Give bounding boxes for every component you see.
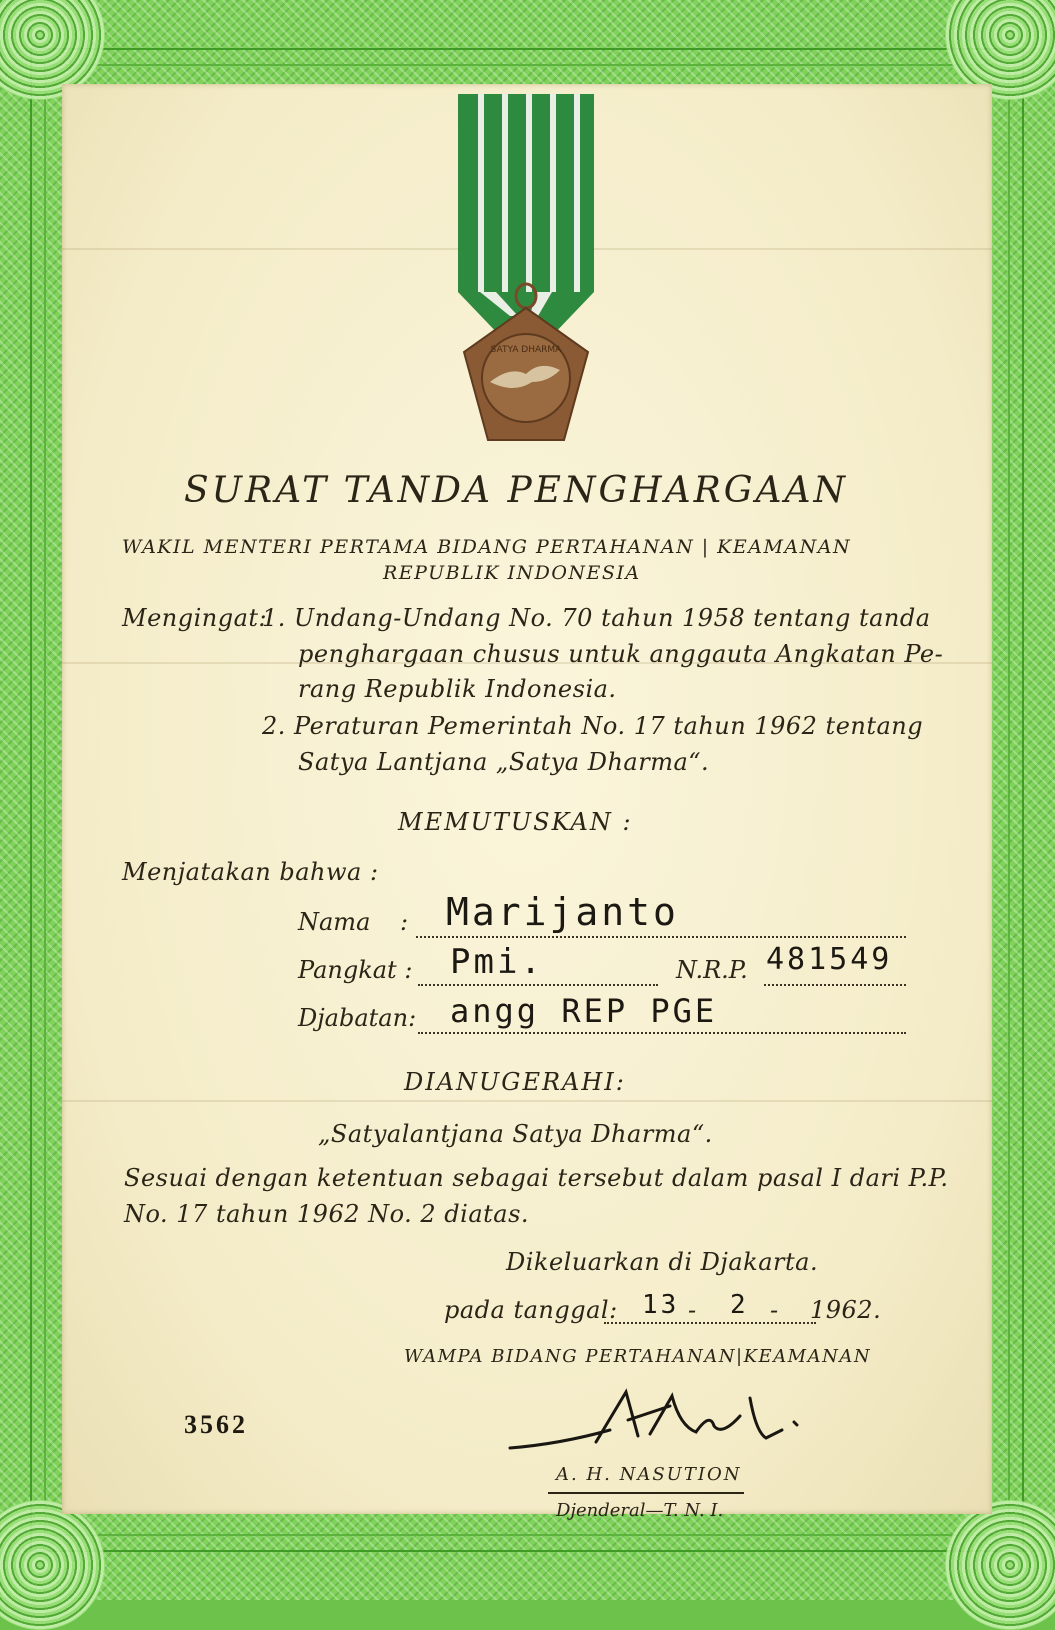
- nrp-label: N.R.P.: [676, 956, 748, 984]
- memutuskan-heading: MEMUTUSKAN :: [398, 808, 633, 836]
- date-year: 1962.: [810, 1296, 882, 1324]
- date-separator: -: [688, 1296, 697, 1324]
- date-dotted-line: [604, 1322, 816, 1324]
- wampa-title: WAMPA BIDANG PERTAHANAN|KEAMANAN: [404, 1346, 872, 1367]
- medal-ribbon: [458, 94, 594, 338]
- award-name: „Satyalantjana Satya Dharma“.: [318, 1120, 713, 1148]
- satya-dharma-medal-icon: [440, 90, 610, 455]
- date-day: 13: [642, 1290, 680, 1320]
- menjatakan-label: Menjatakan bahwa :: [122, 858, 379, 886]
- signatory-name: A. H. NASUTION: [556, 1464, 742, 1485]
- nama-colon: :: [400, 908, 409, 936]
- dianugerahi-heading: DIANUGERAHI:: [404, 1068, 626, 1096]
- pangkat-value: Pmi.: [450, 942, 544, 982]
- mengingat-label: Mengingat:: [122, 604, 268, 632]
- date-month: 2: [730, 1290, 749, 1320]
- signature-divider: [548, 1492, 744, 1494]
- djabatan-dotted-line: [418, 1032, 906, 1034]
- item-1-line-3: rang Republik Indonesia.: [298, 675, 617, 703]
- pangkat-label: Pangkat :: [298, 956, 413, 984]
- issued-place: Dikeluarkan di Djakarta.: [506, 1248, 819, 1276]
- sesuai-line-2: No. 17 tahun 1962 No. 2 diatas.: [124, 1200, 530, 1228]
- item-2-line-2: Satya Lantjana „Satya Dharma“.: [298, 748, 710, 776]
- pangkat-dotted-line: [418, 984, 658, 986]
- signatory-rank: Djenderal—T. N. I.: [556, 1500, 724, 1521]
- date-label: pada tanggal:: [444, 1296, 618, 1324]
- sesuai-line-1: Sesuai dengan ketentuan sebagai tersebut dalam pasal I dari P.P.: [124, 1164, 949, 1192]
- nrp-dotted-line: [764, 984, 906, 986]
- medal-inscription: SATYA DHARMA: [490, 345, 562, 355]
- issuer-line-2: REPUBLIK INDONESIA: [383, 562, 641, 584]
- nrp-value: 481549: [766, 942, 893, 977]
- nama-value: Marijanto: [446, 890, 679, 934]
- certificate-title: SURAT TANDA PENGHARGAAN: [184, 470, 848, 511]
- item-1-line-1: 1. Undang-Undang No. 70 tahun 1958 tentang tanda: [262, 604, 931, 632]
- paper-fold-line: [62, 1100, 992, 1102]
- issuer-line-1: WAKIL MENTERI PERTAMA BIDANG PERTAHANAN | KEAMANAN: [122, 536, 852, 558]
- nama-dotted-line: [416, 936, 906, 938]
- djabatan-value: angg REP PGE: [450, 992, 718, 1030]
- signature-icon: [500, 1386, 820, 1466]
- serial-number: 3562: [184, 1410, 248, 1439]
- djabatan-label: Djabatan:: [298, 1004, 417, 1032]
- item-1-line-2: penghargaan chusus untuk anggauta Angkatan Pe-: [298, 640, 944, 668]
- nama-label: Nama: [298, 908, 371, 936]
- date-separator: -: [770, 1296, 779, 1324]
- item-2-line-1: 2. Peraturan Pemerintah No. 17 tahun 1962 tentang: [262, 712, 924, 740]
